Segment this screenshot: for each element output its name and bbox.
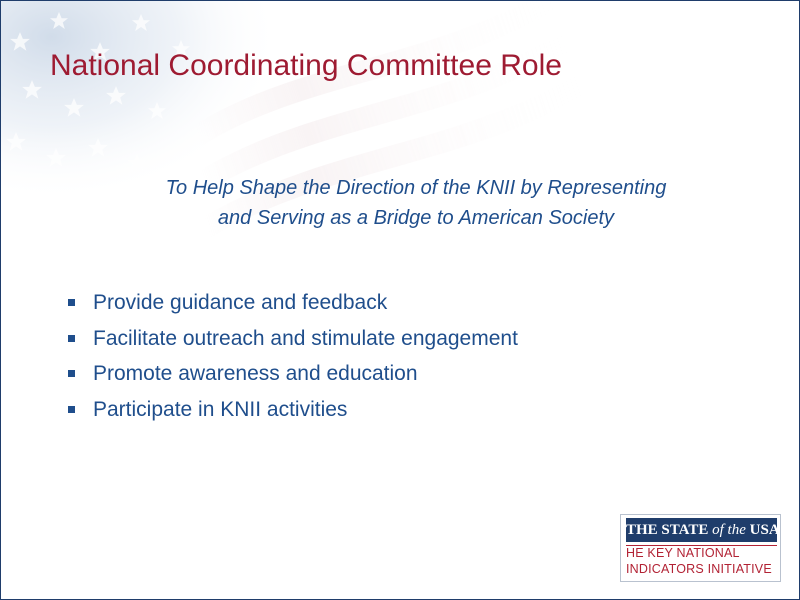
bullet-item <box>67 358 518 394</box>
bullet-item <box>67 323 518 359</box>
square-bullet-icon <box>68 335 75 342</box>
bullet-text: Participate in KNII activities <box>93 397 348 421</box>
logo-title-prefix: THE STATE <box>626 522 713 538</box>
slide-subtitle <box>61 173 771 233</box>
subtitle-line-2: and Serving as a Bridge to American Society <box>217 207 615 229</box>
logo-title-italic: of the <box>712 522 746 538</box>
square-bullet-icon <box>68 299 75 306</box>
bullet-text: Promote awareness and education <box>93 362 418 385</box>
square-bullet-icon <box>68 370 75 377</box>
bullet-item <box>67 394 518 430</box>
state-of-the-usa-logo <box>620 514 781 582</box>
bullet-text: Facilitate outreach and stimulate engagement <box>93 326 518 350</box>
bullet-item <box>67 287 518 323</box>
subtitle-line-1: To Help Shape the Direction of the KNII by Representing <box>165 177 667 199</box>
logo-line-2: INDICATORS INITIATIVE <box>626 562 772 576</box>
logo-title-suffix: USA <box>745 522 780 538</box>
logo-title-bar <box>626 518 780 542</box>
bullet-list <box>67 287 518 429</box>
logo-line-1: HE KEY NATIONAL <box>626 546 740 560</box>
bullet-text: Provide guidance and feedback <box>93 291 388 314</box>
slide-title: National Coordinating Committee Role <box>50 49 562 82</box>
square-bullet-icon <box>68 406 75 413</box>
